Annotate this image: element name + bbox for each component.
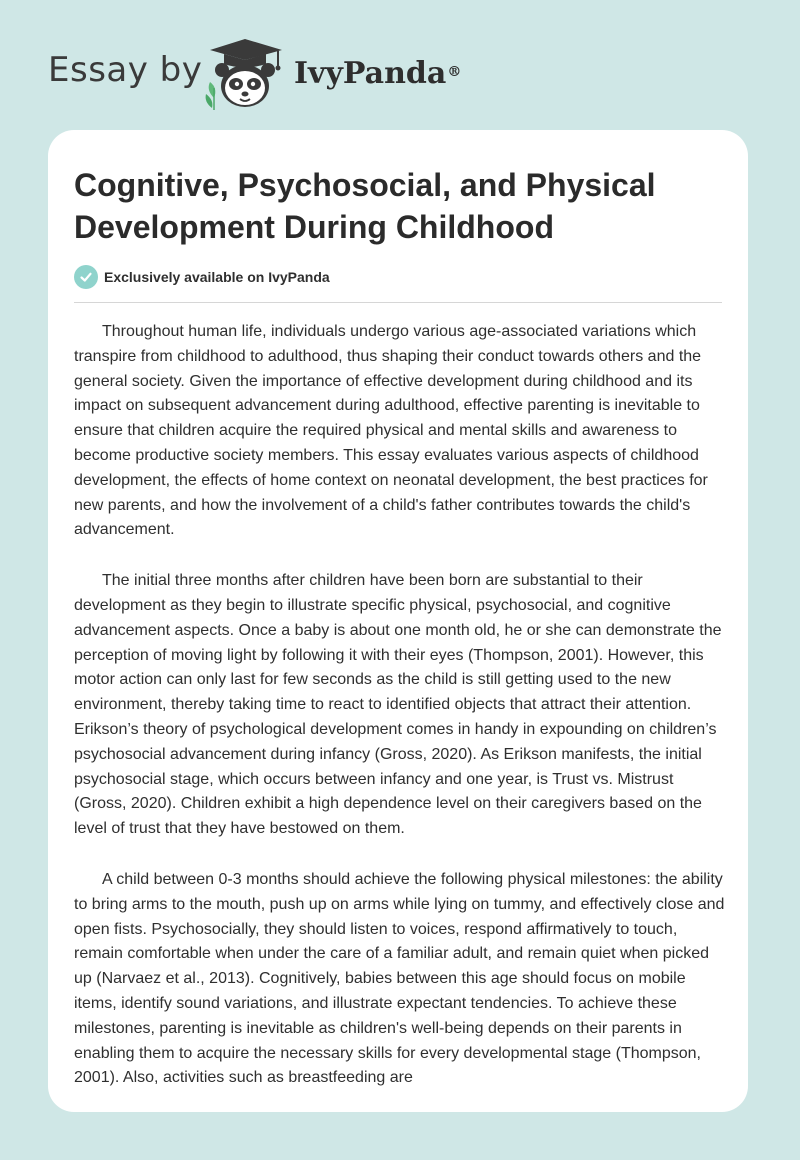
divider	[74, 302, 722, 303]
registered-mark: ®	[447, 64, 462, 80]
check-icon	[74, 265, 98, 289]
exclusive-badge	[74, 264, 330, 290]
brand-label: IvyPanda	[294, 56, 447, 91]
essay-by-label: Essay by	[48, 50, 203, 90]
panda-logo-icon[interactable]	[200, 38, 290, 110]
paragraph: Throughout human life, individuals undergo various age-associated variations which transpire from childhood to adulthood, thus shaping their conduct towards others and the general society. Given the importance of effective development during childhood and its impact on subsequent advancement during adulthood, effective parenting is inevitable to ensure that children acquire the required physical and mental skills and awareness to become productive society members. This essay evaluates various aspects of childhood development, the effects of home context on neonatal development, the best practices for new parents, and how the involvement of a child's father contributes towards the child's advancement.	[74, 323, 708, 539]
paragraph: A child between 0-3 months should achieve the following physical milestones: the ability to bring arms to the mouth, push up on arms while lying on tummy, and effectively close and open fists. Psychosocially, they should listen to voices, respond affirmatively to touch, remain comfortable when under the care of a familiar adult, and remain quiet when picked up (Narvaez et al., 2013). Cognitively, babies between this age should focus on mobile items, identify sound variations, and illustrate expectant tendencies. To achieve these milestones, parenting is inevitable as children's well-being depends on their parents in enabling them to acquire the necessary skills for every developmental stage (Thompson, 2001). Also, activities such as breastfeeding are	[74, 870, 725, 1087]
essay-body	[74, 320, 726, 1112]
paragraph: The initial three months after children have been born are substantial to their development as they begin to illustrate specific physical, psychosocial, and cognitive advancement aspects. Once a baby is about one month old, he or she can demonstrate the perception of moving light by following it with their eyes (Thompson, 2001). However, this motor action can only last for few seconds as the child is still getting used to the new environment, thereby taking time to react to identified objects that attract their attention. Erikson’s theory of psychological development comes in handy in expounding on children’s psychosocial advancement during infancy (Gross, 2020). As Erikson manifests, the initial psychosocial stage, which occurs between infancy and one year, is Trust vs. Mistrust (Gross, 2020). Children exhibit a high dependence level on their caregivers based on the level of trust that they have bestowed on them.	[74, 572, 722, 838]
badge-label: Exclusively available on IvyPanda	[104, 269, 330, 285]
brand-name[interactable]	[294, 56, 461, 92]
page-title: Cognitive, Psychosocial, and Physical Development During Childhood	[74, 167, 656, 245]
essay-card	[48, 130, 748, 1112]
site-header	[0, 0, 800, 120]
